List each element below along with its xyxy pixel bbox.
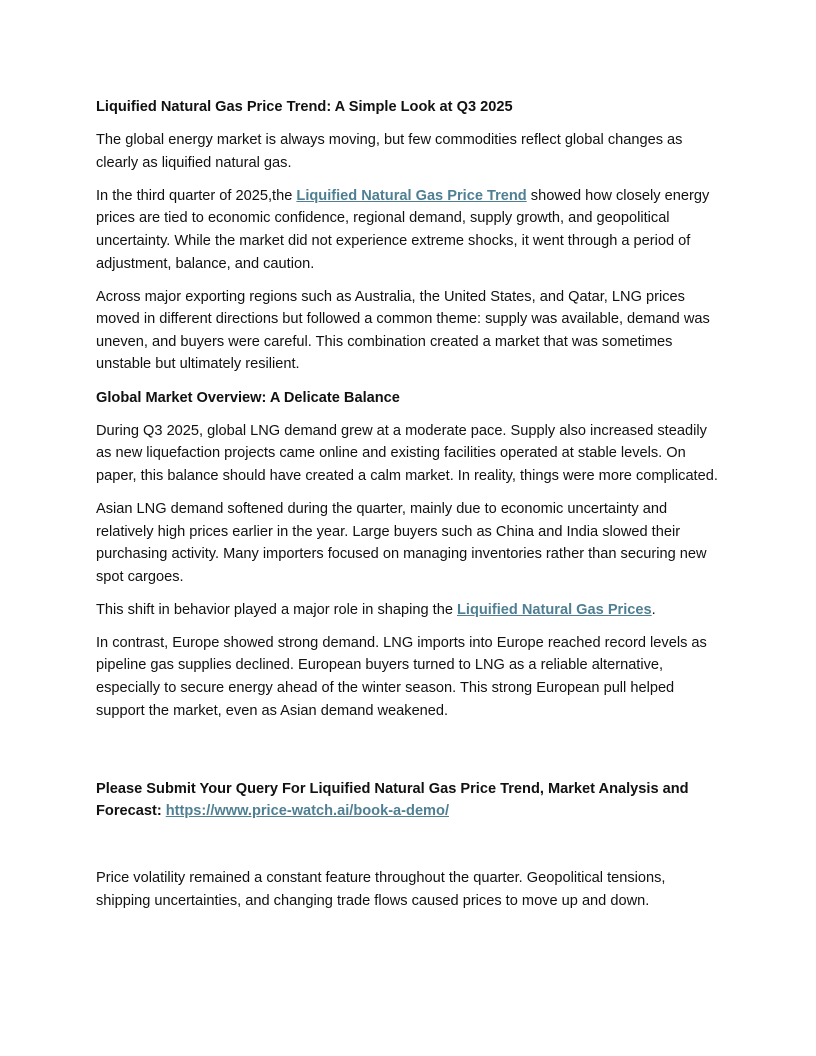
query-callout xyxy=(96,778,720,823)
blank-space xyxy=(96,823,720,867)
paragraph-asian-demand: Asian LNG demand softened during the quarter, mainly due to economic uncertainty and relatively high prices earlier in the year. Large buyers such as China and India slowed their purchasing activity. Many importers focused on managing inventories rather than securing new spot cargoes. xyxy=(96,500,707,585)
paragraph-exporting-regions: Across major exporting regions such as Australia, the United States, and Qatar, LNG prices moved in different directions but followed a common theme: supply was available, demand was uneven, and buyers were careful. This combination created a market that was sometimes unstable but ultimately resilient. xyxy=(96,288,710,373)
paragraph-demand-growth: During Q3 2025, global LNG demand grew at a moderate pace. Supply also increased steadily as new liquefaction projects came online and existing facilities operated at stable levels. On paper, this balance should have created a calm market. In reality, things were more complicated. xyxy=(96,422,718,484)
paragraph-behavior-shift-text-before: This shift in behavior played a major role in shaping the xyxy=(96,601,457,618)
prices-link[interactable]: Liquified Natural Gas Prices xyxy=(457,601,652,618)
paragraph-behavior-shift xyxy=(96,599,720,622)
paragraph-europe-demand: In contrast, Europe showed strong demand. LNG imports into Europe reached record levels as pipeline gas supplies declined. European buyers turned to LNG as a reliable alternative, especially to secure energy ahead of the winter season. This strong European pull helped support the market, even as Asian demand weakened. xyxy=(96,634,707,719)
paragraph-behavior-shift-text-after: . xyxy=(651,601,656,618)
paragraph-q3-trend-text-after: showed how closely energy prices are tied to economic confidence, regional demand, supply growth, and geopolitical uncertainty. While the market did not experience extreme shocks, it went through a period of adjustment, balance, and caution. xyxy=(96,187,710,272)
price-trend-link[interactable]: Liquified Natural Gas Price Trend xyxy=(296,187,527,204)
paragraph-intro: The global energy market is always moving, but few commodities reflect global changes as clearly as liquified natural gas. xyxy=(96,132,683,171)
blank-space xyxy=(96,733,720,778)
section-heading-global-overview: Global Market Overview: A Delicate Balance xyxy=(96,389,400,406)
document-title: Liquified Natural Gas Price Trend: A Simple Look at Q3 2025 xyxy=(96,99,513,115)
book-demo-link[interactable]: https://www.price-watch.ai/book-a-demo/ xyxy=(165,803,450,820)
paragraph-q3-trend-text-before: In the third quarter of 2025,the xyxy=(96,187,297,204)
query-callout-text: Please Submit Your Query For Liquified Natural Gas Price Trend, Market Analysis and Forecast: xyxy=(96,780,689,820)
paragraph-q3-trend xyxy=(96,185,720,275)
paragraph-price-volatility: Price volatility remained a constant feature throughout the quarter. Geopolitical tensions, shipping uncertainties, and changing trade flows caused prices to move up and down. xyxy=(96,869,666,909)
